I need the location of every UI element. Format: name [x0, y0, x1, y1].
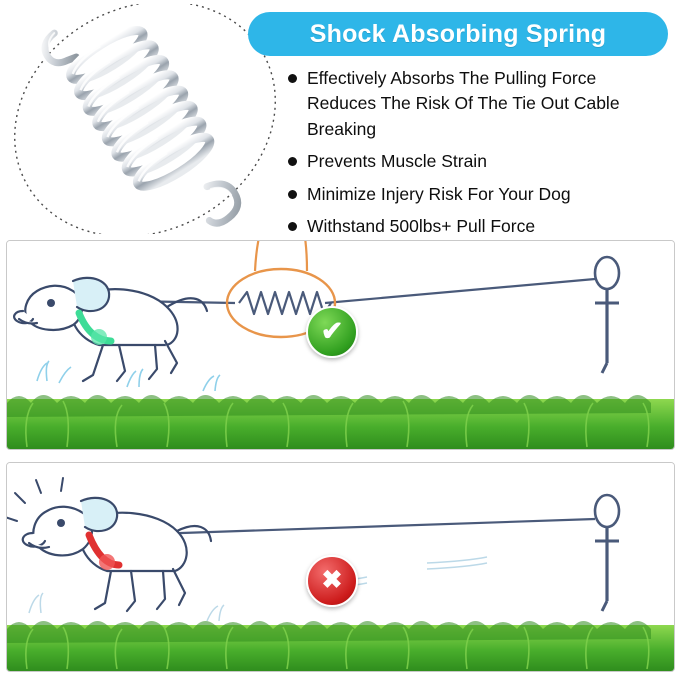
- spring-product-photo: [6, 4, 284, 234]
- check-icon: ✔: [320, 315, 344, 346]
- page-title: Shock Absorbing Spring: [309, 19, 607, 48]
- feature-text: Prevents Muscle Strain: [307, 151, 487, 172]
- grass-ground: [7, 621, 674, 671]
- bullet-icon: [288, 157, 297, 166]
- panel-with-spring: [6, 240, 675, 450]
- spring-top-hook: [39, 30, 76, 70]
- bullet-icon: [288, 190, 297, 199]
- list-item: [288, 214, 668, 239]
- list-item: [288, 149, 668, 174]
- feature-text: Effectively Absorbs The Pulling Force Reduces The Risk Of The Tie Out Cable Breaking: [307, 68, 620, 139]
- cross-icon: ✖: [321, 565, 343, 594]
- panel-without-spring: [6, 462, 675, 672]
- feature-text: Withstand 500lbs+ Pull Force: [307, 215, 536, 236]
- status-badge-good: [306, 306, 358, 358]
- spring-bottom-hook: [193, 176, 244, 228]
- status-badge-bad: [306, 555, 358, 607]
- spring-coils: [62, 21, 218, 196]
- header-banner: [248, 12, 668, 56]
- list-item: [288, 66, 668, 142]
- bullet-icon: [288, 74, 297, 83]
- grass-ground: [7, 395, 674, 449]
- list-item: [288, 182, 668, 207]
- feature-list: [288, 66, 668, 246]
- spring-photo-svg: [6, 4, 284, 234]
- feature-text: Minimize Injery Risk For Your Dog: [307, 183, 571, 204]
- bullet-icon: [288, 222, 297, 231]
